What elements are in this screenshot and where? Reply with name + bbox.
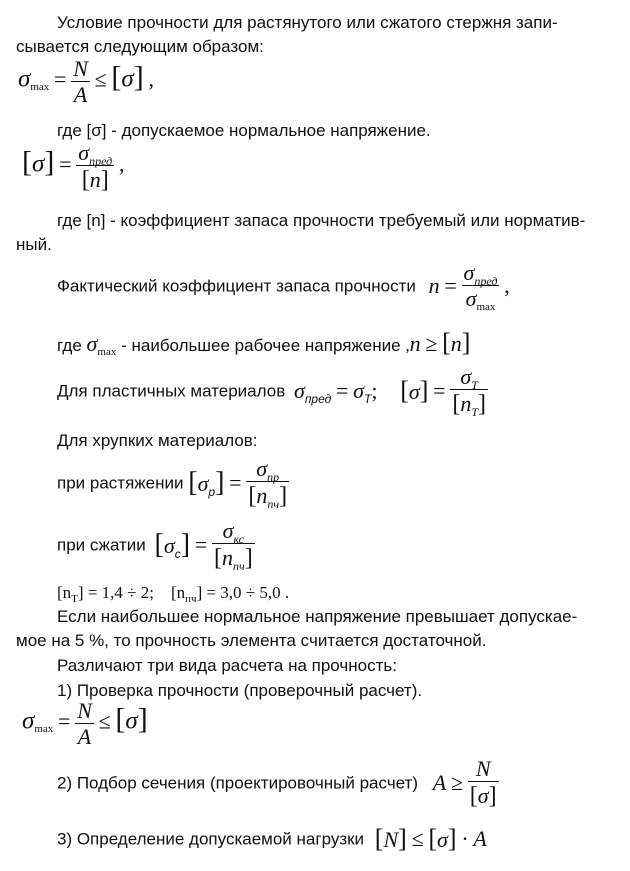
sigma-symbol: σ xyxy=(222,518,234,543)
item-2-row xyxy=(57,758,499,808)
nt-sub: T xyxy=(71,593,78,605)
denominator: A xyxy=(75,723,94,748)
fraction-n-over-a xyxy=(71,58,90,106)
npch-value: ] = 3,0 ÷ 5,0 . xyxy=(196,583,290,602)
sigma-symbol: σ xyxy=(86,331,98,356)
npch-sub: пч xyxy=(185,593,197,605)
brittle-title: Для хрупких материалов: xyxy=(57,431,258,450)
fraction-compression: $\frac{\sigma_{кс}}{[n_{пч}]}$ xyxy=(213,518,253,573)
fraction-sigma-pred-over-sigma-max xyxy=(462,260,500,313)
sigma-symbol: σ xyxy=(465,286,477,311)
paragraph-line: Условие прочности для растянутого или сжатого стержня запи- xyxy=(57,13,558,32)
fraction-n-over-sigma: $\frac{N}{[\sigma]}$ xyxy=(469,756,497,809)
item-3-label: 3) Определение допускаемой нагрузки xyxy=(57,829,365,849)
sigma-allowable: σ xyxy=(125,707,138,735)
description-text: - наибольшее рабочее напряжение xyxy=(121,336,401,355)
subscript-p: р xyxy=(208,485,216,499)
sigma-symbol: σ xyxy=(477,783,489,808)
fraction-sigma-pred-over-n: $\frac{\sigma_{пред}}{[n]}$ xyxy=(78,140,113,193)
subscript-c: с xyxy=(174,547,181,561)
a-symbol: A xyxy=(432,770,447,795)
equals-sign: = xyxy=(433,378,446,403)
equals-sign: = xyxy=(444,273,457,298)
tension-row: при растяжении $[\sigma_р]$ = $\frac{\sigma_{пр}}{[n_{пч}]}$ xyxy=(57,456,288,511)
item-1: 1) Проверка прочности (проверочный расчет). xyxy=(57,681,423,700)
numerator: N xyxy=(73,56,88,81)
equals-sign: = xyxy=(229,470,242,495)
subscript-t: T xyxy=(471,378,478,392)
n-symbol: N xyxy=(383,827,399,852)
sigma-symbol: σ xyxy=(437,827,448,852)
paragraph-line: сывается следующим образом: xyxy=(16,37,264,56)
subscript-t: T xyxy=(364,392,372,406)
factual-label: Фактический коэффициент запаса прочности xyxy=(57,276,416,296)
sigma-allowable: σ xyxy=(121,65,134,93)
allowable-stress-formula: [σ] = $\frac{\sigma_{пред}}{[n]}$ , xyxy=(22,140,125,193)
subscript-pr: пр xyxy=(267,470,280,484)
plastic-materials-row: Для пластичных материалов $\sigma_{пред} = \sigma_T$; [σ] = $\frac{\sigma_T}{[n_T]}$ xyxy=(57,364,487,419)
check-formula: $\sigma_{max}$ = $\frac{N}{A}$ ≤ [σ] xyxy=(22,698,148,749)
subscript-max: max xyxy=(34,723,54,736)
sigma-symbol: σ xyxy=(18,65,31,93)
subscript-pred: пред xyxy=(474,274,498,288)
ge-sign: ≥ xyxy=(450,770,464,795)
equals-sign: = xyxy=(194,532,208,557)
item-3-row: 3) Определение допускаемой нагрузки [N] ≤ [σ] · A xyxy=(57,824,487,853)
factual-factor-row xyxy=(57,260,510,313)
tension-label: при растяжении xyxy=(57,473,184,493)
subscript-pred: пред xyxy=(304,392,332,406)
subscript-ks: кс xyxy=(233,532,244,546)
n-symbol: n xyxy=(409,331,421,356)
n-symbol: n xyxy=(428,273,440,298)
subscript-pch: пч xyxy=(232,559,245,573)
numerator: N xyxy=(77,698,92,723)
comma: , xyxy=(148,66,154,92)
n-symbol: n xyxy=(450,331,462,356)
equals-sign: = xyxy=(58,708,71,734)
kinds-title: Различают три вида расчета на прочность: xyxy=(57,656,397,675)
item-2-label: 2) Подбор сечения (проектировочный расчет) xyxy=(57,773,419,793)
equals-sign: = xyxy=(54,66,67,92)
sigma-symbol: σ xyxy=(408,379,420,404)
sigma-symbol: σ xyxy=(463,260,475,285)
a-symbol: A xyxy=(473,826,487,851)
subscript-max: max xyxy=(97,346,117,358)
numerator: N xyxy=(475,756,491,781)
sigma-symbol: σ xyxy=(293,378,305,403)
sigma-symbol: σ xyxy=(197,471,209,496)
compression-label: при сжатии xyxy=(57,535,146,555)
n-symbol: n xyxy=(221,545,233,570)
subscript-max: max xyxy=(30,81,50,94)
sigma-symbol: σ xyxy=(32,150,45,178)
sigma-symbol: σ xyxy=(256,456,268,481)
le-sign: ≤ xyxy=(411,826,424,851)
denominator: A xyxy=(71,81,90,106)
paragraph-line: Если наибольшее нормальное напряжение превышает допускае- xyxy=(57,607,578,626)
strength-formula: $\sigma_{max}$ = $\frac{N}{A}$ ≤ [σ] , xyxy=(18,56,154,107)
paragraph-line: где [σ] - допускаемое нормальное напряжение. xyxy=(57,121,431,140)
npch-open: [n xyxy=(170,583,186,602)
paragraph-line: мое на 5 %, то прочность элемента считается достаточной. xyxy=(16,631,487,650)
paragraph-line: где [n] - коэффициент запаса прочности требуемый или норматив- xyxy=(57,211,586,230)
nt-value: ] = 1,4 ÷ 2; xyxy=(77,583,154,602)
comma: , xyxy=(504,273,510,298)
nt-open: [n xyxy=(57,583,72,602)
dot-operator: · xyxy=(461,826,469,851)
equals-sign: = xyxy=(336,378,349,403)
semicolon: ; xyxy=(371,378,378,403)
plastic-label: Для пластичных материалов xyxy=(57,381,286,401)
subscript-pch: пч xyxy=(267,497,280,511)
le-sign: ≤ xyxy=(98,708,111,734)
comma: , xyxy=(118,151,125,177)
equals-sign: = xyxy=(59,151,72,177)
subscript-pred: пред xyxy=(89,154,113,168)
sigma-symbol: σ xyxy=(460,364,472,389)
where-sigma-max-row: где $\sigma_{max}$ - наибольшее рабочее напряжение ,n ≥ [n] xyxy=(57,328,471,358)
values-line xyxy=(57,583,290,605)
fraction-n-over-a xyxy=(75,700,94,748)
paragraph-line: ный. xyxy=(16,235,52,254)
sigma-symbol: σ xyxy=(353,378,365,403)
sigma-symbol: σ xyxy=(163,533,175,558)
sigma-symbol: σ xyxy=(22,707,35,735)
n-symbol: n xyxy=(460,391,472,416)
n-symbol: n xyxy=(256,483,268,508)
ge-sign: ≥ xyxy=(425,331,438,356)
subscript-t: T xyxy=(471,405,479,419)
sigma-symbol: σ xyxy=(78,140,90,165)
prefix-text: где xyxy=(57,336,82,355)
compression-row: при сжатии $[\sigma_с]$ = $\frac{\sigma_{кс}}{[n_{пч}]}$ xyxy=(57,518,253,573)
n-symbol: n xyxy=(89,167,101,192)
fraction-tension: $\frac{\sigma_{пр}}{[n_{пч}]}$ xyxy=(248,456,288,511)
le-sign: ≤ xyxy=(94,66,107,92)
subscript-max: max xyxy=(476,301,496,313)
fraction-sigma-t-over-n-t: $\frac{\sigma_T}{[n_T]}$ xyxy=(452,364,487,419)
